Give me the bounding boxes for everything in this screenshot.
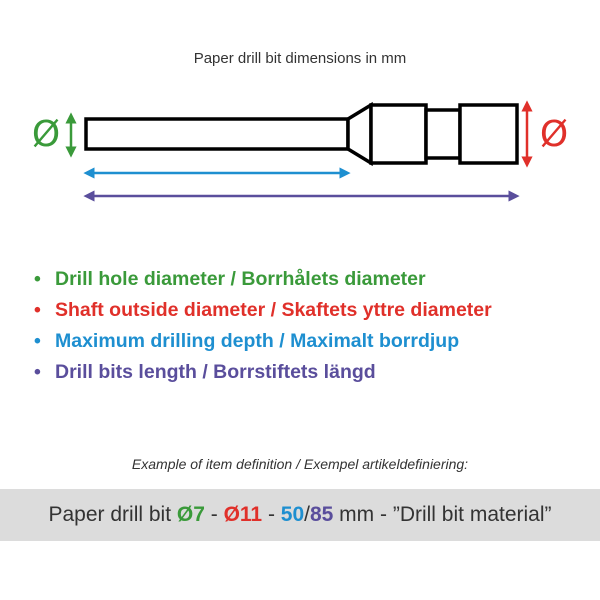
example-bit-length: 85 (309, 503, 334, 526)
legend-item-drilling-depth (34, 326, 492, 357)
example-prefix: Paper drill bit (48, 503, 177, 526)
legend-item-hole-diameter (34, 264, 492, 295)
legend-item-shaft-diameter (34, 295, 492, 326)
drill-shank (371, 105, 426, 163)
example-banner (0, 489, 600, 541)
diagram-title: Paper drill bit dimensions in mm (193, 50, 407, 67)
example-suffix: mm - ”Drill bit material” (333, 503, 552, 526)
legend-label: Maximum drilling depth / Maximalt borrdjup (55, 330, 460, 352)
drill-neck (426, 110, 460, 158)
legend-label: Drill bits length / Borrstiftets längd (55, 361, 376, 383)
legend-label: Shaft outside diameter / Skaftets yttre diameter (55, 299, 492, 321)
legend-label: Drill hole diameter / Borrhålets diameter (55, 268, 426, 290)
drill-bit-diagram (0, 0, 600, 250)
bullet: • (34, 268, 41, 290)
hole-diameter-symbol: Ø (31, 114, 61, 155)
example-label: Example of item definition / Exempel artikeldefiniering: (131, 456, 469, 472)
example-slash: / (304, 503, 310, 526)
example-shaft-diameter: Ø11 (223, 503, 263, 526)
legend-item-bit-length (34, 357, 492, 388)
example-drilling-depth: 50 (280, 503, 305, 526)
example-separator: - (204, 503, 224, 526)
bullet: • (34, 361, 41, 383)
shaft-diameter-symbol: Ø (539, 114, 569, 155)
bullet: • (34, 299, 41, 321)
drill-taper (348, 105, 371, 163)
example-separator: - (262, 503, 281, 526)
drill-collar (460, 105, 517, 163)
bullet: • (34, 330, 41, 352)
legend (34, 264, 492, 388)
drill-bit-outline (86, 105, 517, 163)
drill-tip (86, 119, 348, 149)
example-hole-diameter: Ø7 (176, 503, 205, 526)
